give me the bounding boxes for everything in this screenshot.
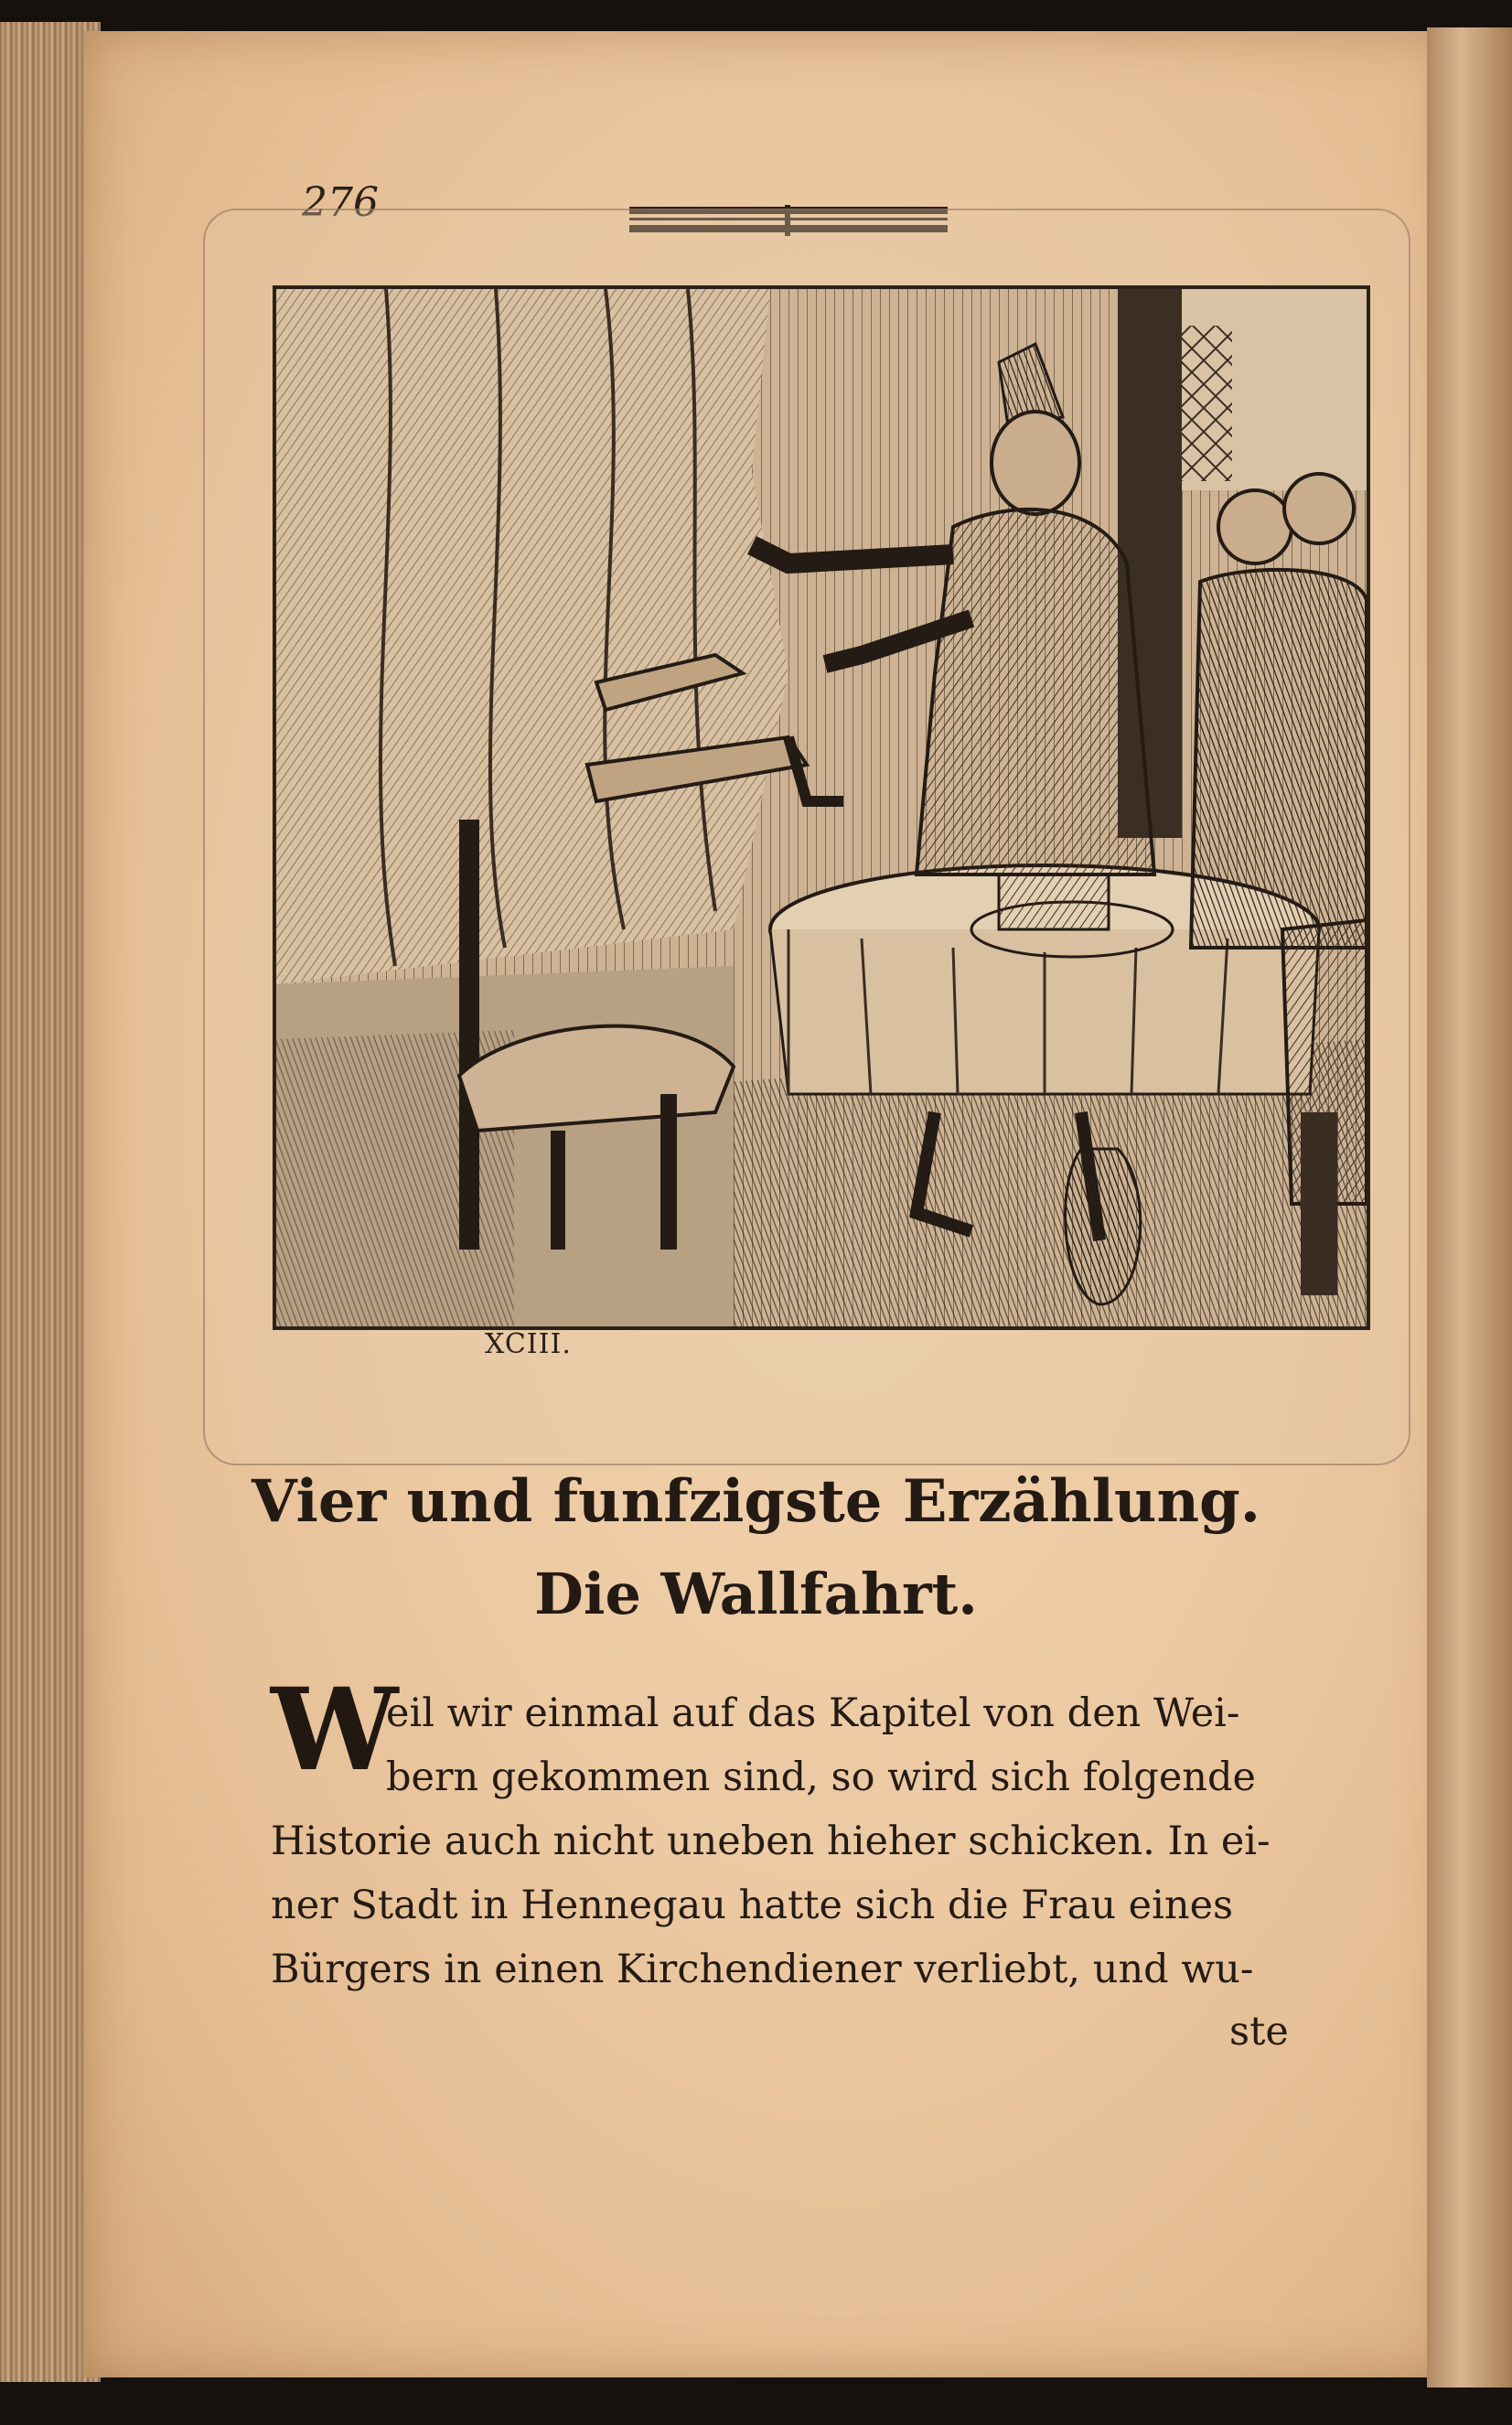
body-line: Bürgers in einen Kirchendiener verliebt, und wu- <box>271 1947 1254 1992</box>
body-text <box>271 1681 1281 2001</box>
engraving-scene <box>276 289 1367 1326</box>
book-gutter <box>1427 27 1512 2387</box>
page-number: 276 <box>302 179 379 226</box>
engraving-illustration <box>273 285 1370 1330</box>
body-line: eil wir einmal auf das Kapitel von den Wei- <box>386 1690 1240 1736</box>
catchword: ste <box>1229 2009 1289 2055</box>
drop-cap-initial: W <box>271 1664 399 1797</box>
plate-numeral: XCIII. <box>485 1328 572 1360</box>
body-line: bern gekommen sind, so wird sich folgende <box>386 1754 1256 1800</box>
body-line: Historie auch nicht uneben hieher schicken. In ei- <box>271 1819 1271 1864</box>
story-title: Die Wallfahrt. <box>534 1561 978 1627</box>
chapter-title: Vier und funfzigste Erzählung. <box>251 1467 1261 1536</box>
body-line: ner Stadt in Hennegau hatte sich die Frau eines <box>271 1883 1234 1928</box>
